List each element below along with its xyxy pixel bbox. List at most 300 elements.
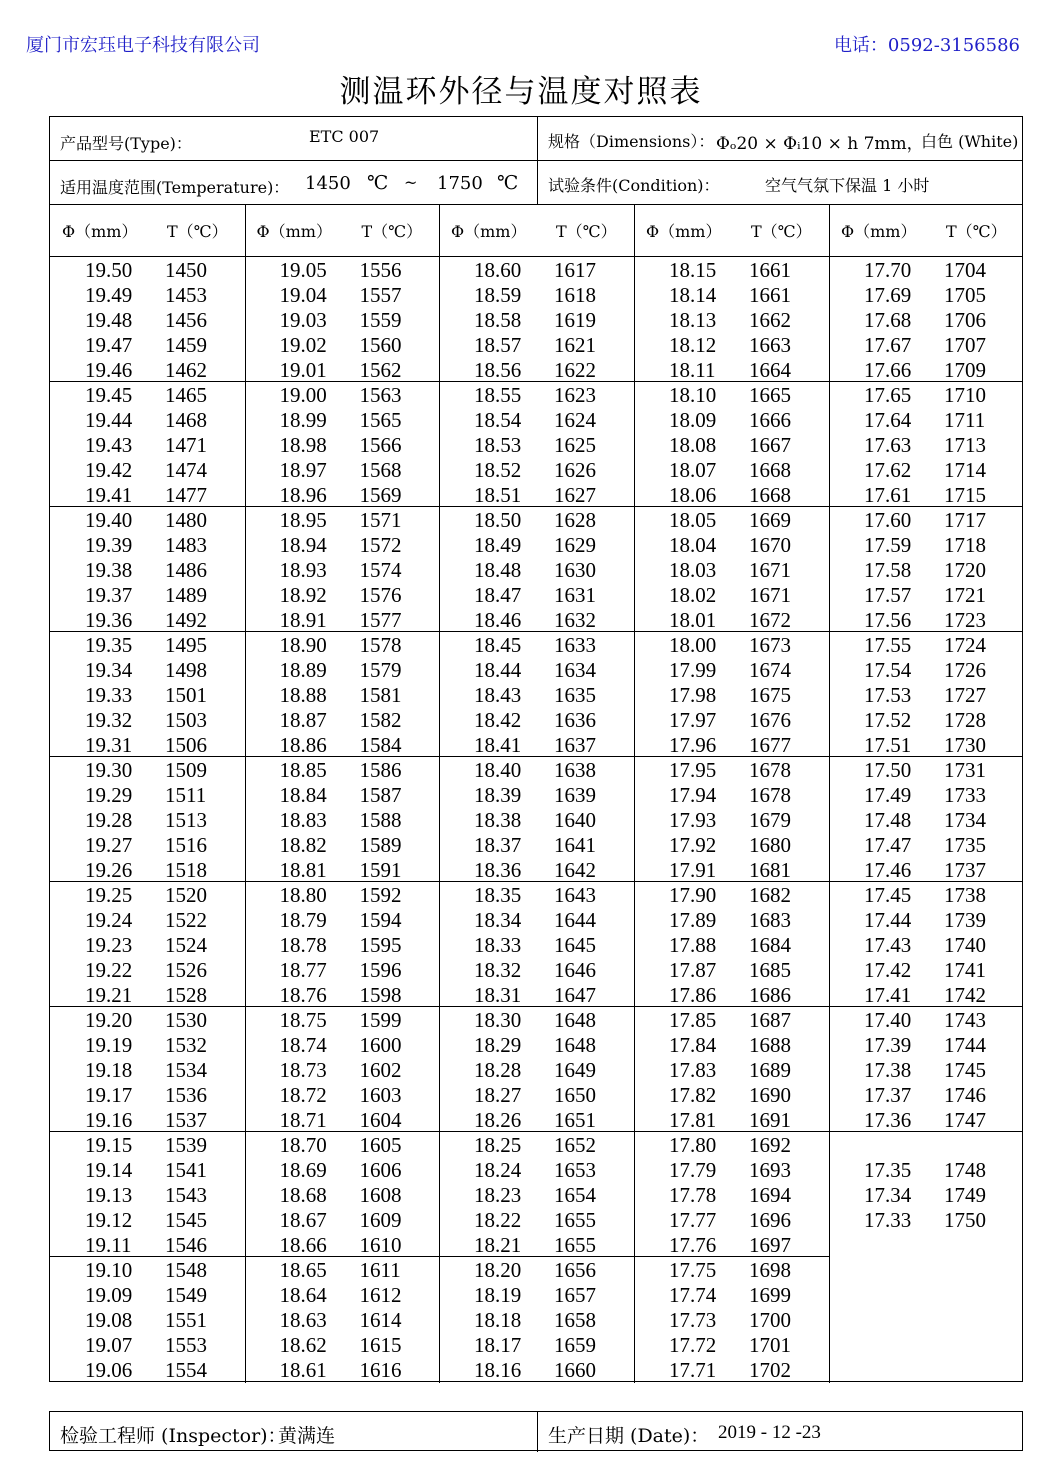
temperature-cell: 1456 [165,308,207,332]
diameter-cell: 19.07 [85,1333,133,1357]
diameter-cell: 18.38 [474,808,522,832]
column-header-temperature: T（℃） [167,222,228,241]
diameter-cell: 18.54 [474,408,522,432]
column-header-temperature: T（℃） [556,222,617,241]
temperature-cell: 1646 [554,958,596,982]
temperature-cell: 1649 [554,1058,596,1082]
diameter-cell: 19.23 [85,933,133,957]
temperature-cell: 1715 [944,483,986,507]
temperature-cell: 1465 [165,383,207,407]
temperature-cell: 1587 [359,783,402,807]
diameter-cell: 18.03 [669,558,717,582]
diameter-cell: 18.34 [474,908,522,932]
diameter-cell: 18.69 [279,1158,327,1182]
temperature-cell: 1536 [165,1083,207,1107]
temperature-cell: 1588 [359,808,402,832]
temperature-cell: 1669 [749,508,791,532]
diameter-cell: 18.67 [279,1208,327,1232]
temperature-cell: 1569 [359,483,402,507]
temperature-unit: ℃ [497,172,519,194]
temperature-cell: 1670 [749,533,791,557]
temperature-max: 1750 [437,173,483,194]
diameter-cell: 18.56 [474,358,522,382]
diameter-cell: 17.45 [864,883,912,907]
temperature-cell: 1586 [359,758,402,782]
diameter-cell: 17.34 [864,1183,912,1207]
temperature-cell: 1724 [944,633,986,657]
diameter-cell: 19.34 [85,658,133,682]
diameter-cell: 18.24 [474,1158,522,1182]
dimensions-label: 规格（Dimensions）： [548,132,715,151]
temperature-cell: 1656 [554,1258,596,1282]
temperature-cell: 1530 [165,1008,207,1032]
temperature-cell: 1522 [165,908,207,932]
temperature-cell: 1727 [944,683,986,707]
diameter-cell: 19.09 [85,1283,133,1307]
diameter-cell: 17.47 [864,833,912,857]
temperature-cell: 1551 [165,1308,207,1332]
temperature-cell: 1513 [165,808,207,832]
temperature-cell: 1740 [944,933,986,957]
temperature-cell: 1638 [554,758,596,782]
inspector-label: 检验工程师 (Inspector)： [60,1425,287,1447]
main-table [49,116,1023,1382]
diameter-cell: 18.57 [474,333,522,357]
diameter-cell: 17.38 [864,1058,912,1082]
column-header-phi: Φ（mm） [451,222,527,241]
diameter-cell: 18.70 [279,1133,327,1157]
temperature-cell: 1635 [554,683,596,707]
diameter-cell: 17.96 [669,733,717,757]
temperature-cell: 1700 [749,1308,791,1332]
temperature-cell: 1655 [554,1208,596,1232]
temperature-tilde: ~ [404,173,418,192]
diameter-cell: 18.43 [474,683,522,707]
diameter-cell: 18.42 [474,708,522,732]
temperature-cell: 1684 [749,933,791,957]
temperature-cell: 1509 [165,758,207,782]
diameter-cell: 18.09 [669,408,717,432]
company-name: 厦门市宏珏电子科技有限公司 [26,35,260,56]
diameter-cell: 18.81 [279,858,327,882]
temperature-cell: 1610 [359,1233,402,1257]
diameter-cell: 17.70 [864,258,912,282]
diameter-cell: 17.35 [864,1158,912,1182]
diameter-cell: 19.08 [85,1308,133,1332]
temperature-cell: 1714 [944,458,986,482]
temperature-cell: 1642 [554,858,596,882]
temperature-cell: 1600 [359,1033,402,1057]
temperature-cell: 1560 [359,333,402,357]
diameter-cell: 17.57 [864,583,912,607]
temperature-cell: 1702 [749,1358,791,1382]
temperature-cell: 1680 [749,833,791,857]
diameter-cell: 18.47 [474,583,522,607]
diameter-cell: 18.86 [279,733,327,757]
temperature-cell: 1534 [165,1058,207,1082]
temperature-cell: 1720 [944,558,986,582]
temperature-cell: 1554 [165,1358,207,1382]
header-vertical-divider [537,117,538,204]
diameter-cell: 18.55 [474,383,522,407]
temperature-cell: 1674 [749,658,791,682]
diameter-cell: 19.39 [85,533,133,557]
diameter-cell: 18.44 [474,658,522,682]
diameter-cell: 19.28 [85,808,133,832]
temperature-cell: 1671 [749,558,791,582]
diameter-cell: 18.33 [474,933,522,957]
temperature-cell: 1571 [359,508,402,532]
diameter-cell: 18.78 [279,933,327,957]
temperature-cell: 1665 [749,383,791,407]
diameter-cell: 17.65 [864,383,912,407]
diameter-cell: 19.33 [85,683,133,707]
temperature-cell: 1711 [944,408,986,432]
temperature-cell: 1627 [554,483,596,507]
diameter-cell: 17.60 [864,508,912,532]
temperature-cell: 1545 [165,1208,207,1232]
diameter-cell: 17.58 [864,558,912,582]
diameter-cell: 18.11 [669,358,716,382]
column-header-phi: Φ（mm） [256,222,332,241]
temperature-cell: 1619 [554,308,596,332]
diameter-cell: 18.61 [279,1358,327,1382]
diameter-cell: 19.30 [85,758,133,782]
diameter-cell: 17.41 [864,983,912,1007]
temperature-cell: 1707 [944,333,986,357]
temperature-cell: 1577 [359,608,402,632]
temperature-cell: 1501 [165,683,207,707]
diameter-cell: 18.21 [474,1233,522,1257]
diameter-cell: 17.49 [864,783,912,807]
diameter-cell: 19.17 [85,1083,133,1107]
diameter-cell: 18.71 [279,1108,327,1132]
temperature-cell: 1667 [749,433,791,457]
diameter-cell: 17.37 [864,1083,912,1107]
temperature-cell: 1477 [165,483,207,507]
temperature-cell: 1673 [749,633,791,657]
diameter-cell: 17.83 [669,1058,717,1082]
diameter-cell: 19.12 [85,1208,133,1232]
diameter-cell: 19.16 [85,1108,133,1132]
temperature-cell: 1594 [359,908,402,932]
temperature-cell: 1744 [944,1033,986,1057]
diameter-cell: 19.03 [279,308,327,332]
diameter-cell: 17.79 [669,1158,717,1182]
temperature-cell: 1592 [359,883,402,907]
temperature-cell: 1697 [749,1233,791,1257]
temperature-cell: 1661 [749,283,791,307]
diameter-cell: 17.42 [864,958,912,982]
diameter-cell: 18.14 [669,283,717,307]
temperature-cell: 1733 [944,783,986,807]
temperature-cell: 1546 [165,1233,207,1257]
diameter-cell: 17.71 [669,1358,717,1382]
diameter-cell: 19.24 [85,908,133,932]
temperature-cell: 1524 [165,933,207,957]
temperature-cell: 1655 [554,1233,596,1257]
diameter-cell: 18.80 [279,883,327,907]
diameter-cell: 19.26 [85,858,133,882]
diameter-cell: 18.72 [279,1083,327,1107]
temperature-cell: 1688 [749,1033,791,1057]
temperature-cell: 1639 [554,783,596,807]
diameter-cell: 19.02 [279,333,327,357]
temperature-cell: 1615 [359,1333,402,1357]
temperature-cell: 1728 [944,708,986,732]
diameter-cell: 17.88 [669,933,717,957]
diameter-cell: 17.33 [864,1208,912,1232]
temperature-cell: 1679 [749,808,791,832]
diameter-cell: 17.72 [669,1333,717,1357]
condition-value: 空气气氛下保温 1 小时 [765,176,930,195]
temperature-cell: 1603 [359,1083,402,1107]
temperature-cell: 1574 [359,558,402,582]
diameter-cell: 19.10 [85,1258,133,1282]
temperature-cell: 1471 [165,433,207,457]
diameter-cell: 17.94 [669,783,717,807]
diameter-cell: 19.01 [279,358,327,382]
column-header-temperature: T（℃） [361,222,423,241]
temperature-cell: 1690 [749,1083,791,1107]
temperature-cell: 1651 [554,1108,596,1132]
diameter-cell: 17.69 [864,283,912,307]
temperature-cell: 1520 [165,883,207,907]
diameter-cell: 17.77 [669,1208,717,1232]
diameter-cell: 19.19 [85,1033,133,1057]
temperature-label: 适用温度范围(Temperature)： [60,178,290,197]
diameter-cell: 18.90 [279,633,327,657]
temperature-cell: 1694 [749,1183,791,1207]
diameter-cell: 17.80 [669,1133,717,1157]
diameter-cell: 17.90 [669,883,717,907]
temperature-cell: 1738 [944,883,986,907]
temperature-cell: 1539 [165,1133,207,1157]
diameter-cell: 17.67 [864,333,912,357]
diameter-cell: 19.13 [85,1183,133,1207]
diameter-cell: 17.36 [864,1108,912,1132]
diameter-cell: 19.42 [85,458,133,482]
temperature-cell: 1611 [359,1258,401,1282]
diameter-cell: 18.29 [474,1033,522,1057]
temperature-cell: 1681 [749,858,791,882]
temperature-cell: 1705 [944,283,986,307]
temperature-cell: 1699 [749,1283,791,1307]
diameter-cell: 19.37 [85,583,133,607]
temperature-cell: 1565 [359,408,402,432]
temperature-cell: 1581 [359,683,402,707]
temperature-cell: 1658 [554,1308,596,1332]
diameter-cell: 19.18 [85,1058,133,1082]
diameter-cell: 19.04 [279,283,327,307]
diameter-cell: 18.32 [474,958,522,982]
temperature-cell: 1486 [165,558,207,582]
temperature-cell: 1584 [359,733,402,757]
temperature-cell: 1709 [944,358,986,382]
temperature-cell: 1739 [944,908,986,932]
temperature-cell: 1641 [554,833,596,857]
temperature-cell: 1666 [749,408,791,432]
diameter-cell: 18.02 [669,583,717,607]
temperature-cell: 1644 [554,908,596,932]
temperature-cell: 1612 [359,1283,402,1307]
diameter-cell: 19.25 [85,883,133,907]
temperature-cell: 1526 [165,958,207,982]
diameter-cell: 18.48 [474,558,522,582]
page-title: 测温环外径与温度对照表 [339,74,703,110]
type-value: ETC 007 [309,127,380,146]
diameter-cell: 18.83 [279,808,327,832]
diameter-cell: 18.89 [279,658,327,682]
column-header-phi: Φ（mm） [646,222,722,241]
temperature-cell: 1648 [554,1033,596,1057]
temperature-cell: 1623 [554,383,596,407]
footer-table [49,1411,1023,1451]
temperature-cell: 1675 [749,683,791,707]
diameter-cell: 19.41 [85,483,133,507]
diameter-cell: 17.91 [669,858,717,882]
diameter-cell: 18.05 [669,508,717,532]
temperature-cell: 1474 [165,458,207,482]
diameter-cell: 19.44 [85,408,133,432]
temperature-cell: 1626 [554,458,596,482]
diameter-cell: 18.00 [669,633,717,657]
column-header-phi: Φ（mm） [62,222,138,241]
diameter-cell: 18.99 [279,408,327,432]
temperature-cell: 1748 [944,1158,986,1182]
diameter-cell: 17.56 [864,608,912,632]
diameter-cell: 19.38 [85,558,133,582]
diameter-cell: 18.59 [474,283,522,307]
temperature-cell: 1606 [359,1158,402,1182]
temperature-cell: 1543 [165,1183,207,1207]
diameter-cell: 19.31 [85,733,133,757]
temperature-cell: 1572 [359,533,402,557]
diameter-cell: 17.75 [669,1258,717,1282]
diameter-cell: 18.52 [474,458,522,482]
diameter-cell: 17.46 [864,858,912,882]
diameter-cell: 19.21 [85,983,133,1007]
diameter-cell: 17.61 [864,483,912,507]
temperature-cell: 1737 [944,858,986,882]
temperature-cell: 1637 [554,733,596,757]
temperature-cell: 1489 [165,583,207,607]
temperature-cell: 1704 [944,258,986,282]
diameter-cell: 18.87 [279,708,327,732]
temperature-cell: 1654 [554,1183,596,1207]
temperature-cell: 1696 [749,1208,791,1232]
diameter-cell: 17.99 [669,658,717,682]
temperature-cell: 1548 [165,1258,207,1282]
temperature-min: 1450 [305,173,351,194]
diameter-cell: 18.65 [279,1258,327,1282]
column-header-temperature: T（℃） [946,222,1007,241]
temperature-cell: 1483 [165,533,207,557]
diameter-cell: 18.97 [279,458,327,482]
diameter-cell: 17.76 [669,1233,717,1257]
temperature-cell: 1734 [944,808,986,832]
diameter-cell: 19.32 [85,708,133,732]
diameter-cell: 18.79 [279,908,327,932]
temperature-cell: 1614 [359,1308,402,1332]
diameter-cell: 19.46 [85,358,133,382]
temperature-cell: 1731 [944,758,986,782]
diameter-cell: 18.16 [474,1358,522,1382]
diameter-cell: 17.68 [864,308,912,332]
diameter-cell: 18.85 [279,758,327,782]
temperature-cell: 1677 [749,733,791,757]
temperature-cell: 1636 [554,708,596,732]
temperature-cell: 1686 [749,983,791,1007]
diameter-cell: 18.46 [474,608,522,632]
temperature-cell: 1749 [944,1183,986,1207]
color-value: 白色 (White) [921,132,1019,151]
temperature-cell: 1687 [749,1008,791,1032]
diameter-cell: 18.58 [474,308,522,332]
diameter-cell: 18.20 [474,1258,522,1282]
diameter-cell: 17.62 [864,458,912,482]
diameter-cell: 18.18 [474,1308,522,1332]
diameter-cell: 18.22 [474,1208,522,1232]
diameter-cell: 17.40 [864,1008,912,1032]
temperature-cell: 1621 [554,333,596,357]
temperature-cell: 1628 [554,508,596,532]
temperature-cell: 1661 [749,258,791,282]
temperature-cell: 1598 [359,983,402,1007]
column-header-divider [50,256,1022,257]
temperature-cell: 1622 [554,358,596,382]
diameter-cell: 18.94 [279,533,327,557]
diameter-cell: 18.51 [474,483,522,507]
temperature-cell: 1553 [165,1333,207,1357]
diameter-cell: 18.91 [279,608,327,632]
diameter-cell: 17.86 [669,983,717,1007]
temperature-cell: 1717 [944,508,986,532]
diameter-cell: 18.06 [669,483,717,507]
diameter-cell: 19.45 [85,383,133,407]
temperature-cell: 1576 [359,583,402,607]
diameter-cell: 18.25 [474,1133,522,1157]
diameter-cell: 18.73 [279,1058,327,1082]
temperature-cell: 1591 [359,858,402,882]
diameter-cell: 17.54 [864,658,912,682]
temperature-cell: 1640 [554,808,596,832]
temperature-cell: 1633 [554,633,596,657]
diameter-cell: 18.49 [474,533,522,557]
diameter-cell: 19.22 [85,958,133,982]
temperature-cell: 1668 [749,483,791,507]
temperature-cell: 1624 [554,408,596,432]
temperature-cell: 1682 [749,883,791,907]
diameter-cell: 19.20 [85,1008,133,1032]
temperature-cell: 1462 [165,358,207,382]
diameter-cell: 18.15 [669,258,717,282]
date-value: 2019 - 12 -23 [718,1422,821,1443]
temperature-cell: 1549 [165,1283,207,1307]
diameter-cell: 17.89 [669,908,717,932]
temperature-cell: 1663 [749,333,791,357]
temperature-cell: 1741 [944,958,986,982]
temperature-cell: 1648 [554,1008,596,1032]
diameter-cell: 18.76 [279,983,327,1007]
temperature-cell: 1480 [165,508,207,532]
temperature-cell: 1630 [554,558,596,582]
temperature-cell: 1693 [749,1158,791,1182]
diameter-cell: 17.52 [864,708,912,732]
diameter-cell: 18.39 [474,783,522,807]
column-header-phi: Φ（mm） [841,222,917,241]
temperature-cell: 1721 [944,583,986,607]
